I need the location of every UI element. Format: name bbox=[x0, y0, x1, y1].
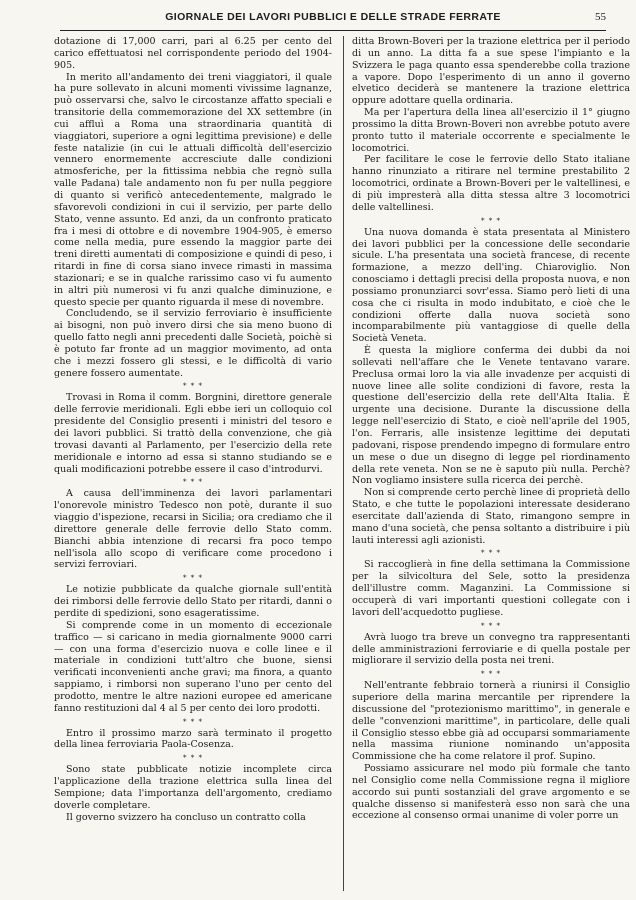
section-separator: * * * bbox=[481, 216, 501, 225]
paragraph: In merito all'andamento dei treni viaggiatori, il quale ha pure sollevato in alcuni momenti vivissime lagnanze, può osservarsi che, salvo le circostanze affatto speciali e transitorie della commemorazione del XX settembre (in cui affluì a Roma una straordinaria quantità di viaggiatori, superiore a ogni legittima previsione) e delle feste natalizie (in cui le attuali difficoltà dell'esercizio vennero enormemente accresciute dalle condizioni atmosferiche, per la fittissima nebbia che regnò sulla valle Padana) tale andamento non fu per nulla peggiore di quanto si verificò antecedentemente, malgrado le sfavorevoli condizioni in cui il servizio, per parte dello Stato, venne assunto. Ed anzi, da un confronto praticato fra i mesi di ottobre e di novembre 1904-905, è emerso come nella media, pure essendo la maggior parte dei treni diretti aumentati di composizione e quindi di peso, i ritardi in fine di corsa siano invece rimasti in massima stazionari; e se in qualche rarissimo caso vi fu aumento in altri più numerosi vi fu anzi qualche diminuzione, e questo specie per quanto riguarda il mese di novembre. bbox=[54, 71, 332, 308]
paragraph: ditta Brown-Boveri per la trazione elettrica per il periodo di un anno. La ditta fa a sue spese l'impianto e la Svizzera le paga quanto essa spenderebbe colla trazione a vapore. Dopo l'esperimento di un anno il governo elvetico deciderà se mantenere la trazione elettrica oppure adottare quella ordinaria. bbox=[352, 36, 630, 107]
right-column bbox=[352, 36, 630, 822]
section-separator: * * * bbox=[183, 574, 203, 583]
column-divider bbox=[343, 36, 344, 891]
paragraph: Trovasi in Roma il comm. Borgnini, direttore generale delle ferrovie meridionali. Egli ebbe ieri un colloquio col presidente del Consiglio presenti i ministri del tesoro e dei lavori pubblici. Si trattò della convenzione, che già trovasi davanti al Parlamento, per l'esercizio della rete meridionale e intorno ad essa si stanno studiando se e quali modificazioni potrebbe essere il caso d'introdurvi. bbox=[54, 392, 332, 475]
paragraph: Entro il prossimo marzo sarà terminato il progetto della linea ferroviaria Paola-Cosenza. bbox=[54, 727, 332, 751]
section-separator: * * * bbox=[183, 754, 203, 763]
section-separator: * * * bbox=[183, 478, 203, 487]
paragraph: Ma per l'apertura della linea all'esercizio il 1° giugno prossimo la ditta Brown-Boveri non avrebbe potuto avere pronto tutto il materiale occorrente e specialmente le locomotrici. bbox=[352, 107, 630, 154]
paragraph: Si raccoglierà in fine della settimana la Commissione per la silvicoltura del Sele, sotto la presidenza dell'illustre comm. Maganzini. La Commissione si occuperà di vari importanti questioni collegate con i lavori dell'acquedotto pugliese. bbox=[352, 559, 630, 618]
section-separator: * * * bbox=[183, 717, 203, 726]
section-separator: * * * bbox=[481, 549, 501, 558]
paragraph: Per facilitare le cose le ferrovie dello Stato italiane hanno rinunziato a ritirare nel termine prestabilito 2 locomotrici, ordinate a Brown-Boveri per le valtellinesi, e di più impresterà alla ditta stessa altre 3 locomotrici delle valtellinesi. bbox=[352, 154, 630, 213]
section-separator: * * * bbox=[481, 670, 501, 679]
paragraph: Il governo svizzero ha concluso un contratto colla bbox=[66, 811, 306, 823]
page-header bbox=[60, 8, 606, 31]
paragraph: Le notizie pubblicate da qualche giornale sull'entità dei rimborsi delle ferrovie dello Stato per ritardi, danni o perdite di spedizioni, sono esageratissime. bbox=[54, 584, 332, 619]
left-column bbox=[54, 36, 332, 823]
paragraph: Possiamo assicurare nel modo più formale che tanto nel Consiglio come nella Commissione regna il migliore accordo sui punti sostanziali del grave argomento e se qualche dissenso si manifesterà esso non sarà che una eccezione al consenso ormai unanime di voler porre un bbox=[352, 763, 630, 822]
paragraph: Sono state pubblicate notizie incomplete circa l'applicazione della trazione elettrica sulla linea del Sempione; data l'importanza dell'argomento, crediamo doverle completare. bbox=[54, 764, 332, 811]
paragraph: A causa dell'imminenza dei lavori parlamentari l'onorevole ministro Tedesco non potè, durante il suo viaggio d'ispezione, recarsi in Sicilia; ora crediamo che il direttore generale delle ferrovie dello Stato comm. Bianchi abbia intenzione di recarsi fra poco tempo nell'isola allo scopo di verificare come procedono i servizi ferroviari. bbox=[54, 488, 332, 571]
paragraph: Si comprende come in un momento di eccezionale traffico — si caricano in media giornalmente 9000 carri — con una forma d'esercizio nuova e colle linee e il materiale in condizioni tutt'altro che buone, siensi verificati inconvenienti anche gravi; ma finora, a quanto sappiamo, i rimborsi non superano l'uno per cento del prodotto, mentre le altre nazioni europee ed americane fanno restituzioni dal 4 al 5 per cento dei loro prodotti. bbox=[54, 619, 332, 714]
page-number: 55 bbox=[595, 11, 606, 23]
paragraph: Avrà luogo tra breve un convegno tra rappresentanti delle amministrazioni ferroviarie e di quella postale per migliorare il servizio della posta nei treni. bbox=[352, 631, 630, 667]
paragraph: Una nuova domanda è stata presentata al Ministero dei lavori pubblici per la concessione delle secondarie sicule. L'ha presentata una società francese, di recente formazione, a mezzo dell'ing. Chiaroviglio. Non conosciamo i dettagli precisi della proposta nuova, e non possiamo pronunziarci sovr'essa. Siamo però lieti di una cosa che ci risulta in modo indubitato, e cioè che le condizioni offerte dalla nuova società sono incomparabilmente più vantaggiose di quelle della Società Veneta. bbox=[352, 226, 630, 345]
paragraph: Nell'entrante febbraio tornerà a riunirsi il Consiglio superiore della marina mercantile per riprendere la discussione del "protezionismo marittimo", in generale e delle "convenzioni marittime", in particolare, delle quali il Consiglio stesso ebbe già ad occuparsi sommariamente nella massima riunione nominando un'apposita Commissione che ha come relatore il prof. Supino. bbox=[352, 680, 630, 763]
section-separator: * * * bbox=[481, 621, 501, 630]
paragraph: È questa la migliore conferma dei dubbi da noi sollevati nell'affare che le Venete tentavano varare. Preclusa ormai loro la via alle invadenze per acquisti di nuove linee alle solite condizioni di favore, resta la questione dell'esercizio della rete dell'Alta Italia. È urgente una decisione. Durante la discussione della legge nell'esercizio di Stato, e cioè nell'aprile del 1905, l'on. Ferraris, alle insistenze legittime dei deputati padovani, rispose prendendo impegno di formulare entro un mese o due un disegno di legge pel riordinamento della rete veneta. Non se ne è saputo più nulla. Perchè? Non vogliamo insistere sulla ricerca dei perchè. bbox=[352, 345, 630, 487]
section-separator: * * * bbox=[183, 382, 203, 391]
paragraph: Non si comprende certo perchè linee di proprietà dello Stato, e che tutte le popolazioni interessate desiderano esercitate dall'azienda di Stato, rimangono sempre in mano d'una società, che pensa soltanto a distribuire i più lauti interessi agli azionisti. bbox=[352, 487, 630, 546]
paragraph: dotazione di 17,000 carri, pari al 6.25 per cento del carico effettuatosi nel corrispondente periodo del 1904-905. bbox=[54, 36, 332, 71]
journal-title: GIORNALE DEI LAVORI PUBBLICI E DELLE STRADE FERRATE bbox=[165, 11, 501, 23]
paragraph: Concludendo, se il servizio ferroviario è insufficiente ai bisogni, non può invero dirsi che sia meno buono di quello fatto negli anni precedenti dalle Società, poichè si è potuto far fronte ad un maggior movimento, ad onta che i mezzi fossero gli stessi, e le difficoltà di vario genere fossero aumentate. bbox=[54, 308, 332, 379]
